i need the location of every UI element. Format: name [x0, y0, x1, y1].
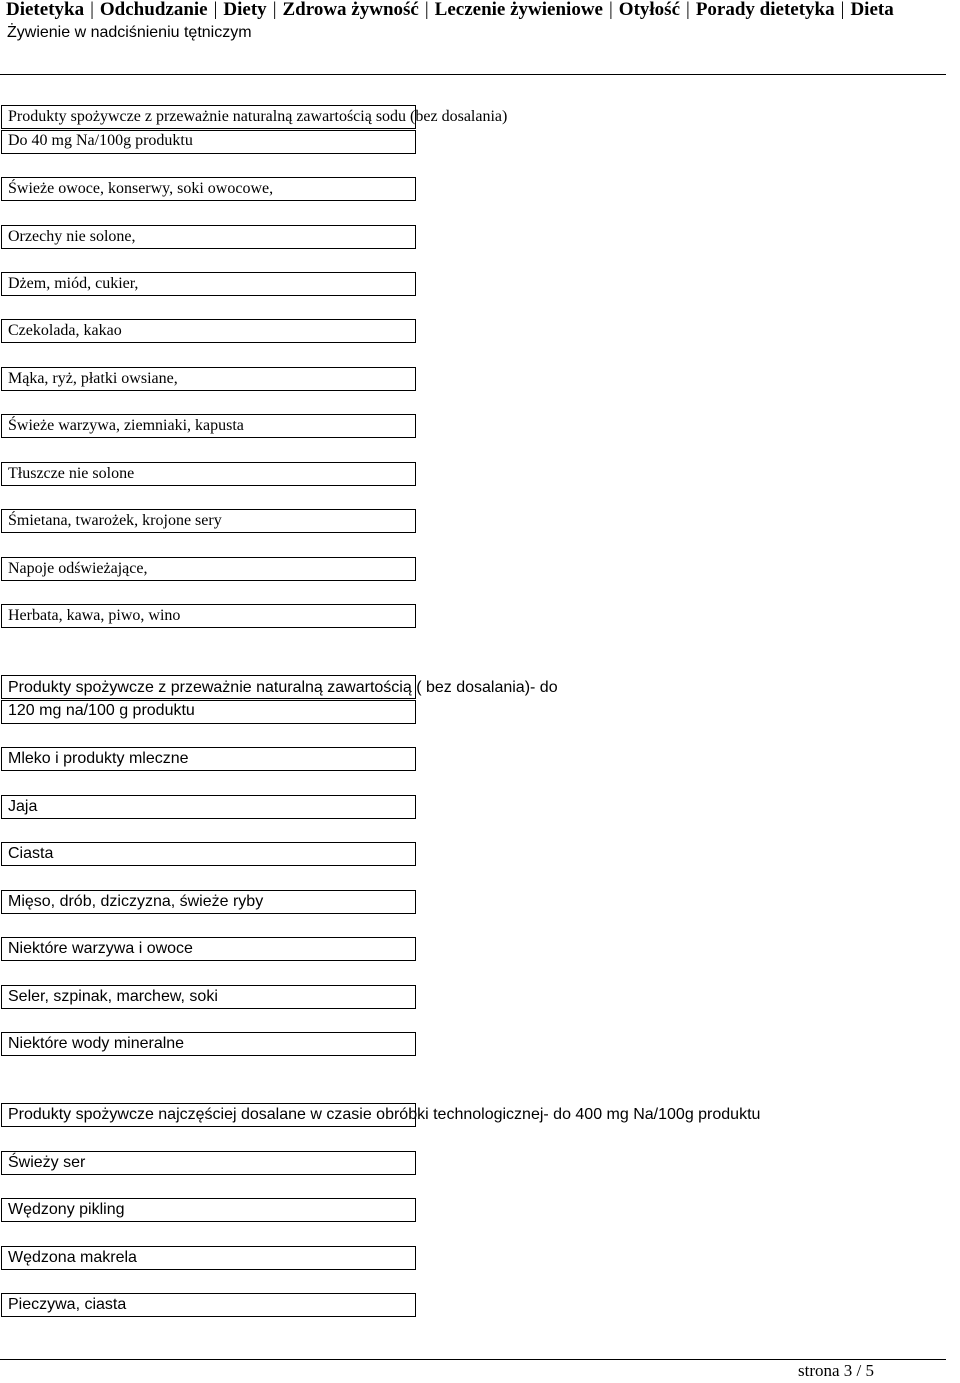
nav-item-porady-dietetyka[interactable]: Porady dietetyka — [695, 0, 835, 20]
list-item: Świeże warzywa, ziemniaki, kapusta — [8, 417, 244, 434]
list-item: Orzechy nie solone, — [8, 228, 136, 245]
section-heading: Produkty spożywcze z przeważnie naturalną zawartością sodu (bez dosalania) — [8, 108, 508, 125]
list-item: Wędzony pikling — [8, 1201, 125, 1218]
list-item: Niektóre wody mineralne — [8, 1035, 185, 1052]
list-item: Herbata, kawa, piwo, wino — [8, 607, 181, 624]
header-divider — [0, 74, 946, 75]
nav-separator: | — [686, 0, 690, 20]
table-cell — [1, 795, 416, 819]
list-item: Świeży ser — [8, 1154, 86, 1171]
nav-separator: | — [840, 0, 845, 20]
list-item: Napoje odświeżające, — [8, 560, 148, 577]
list-item: Tłuszcze nie solone — [8, 465, 135, 482]
list-item: Mąka, ryż, płatki owsiane, — [8, 370, 178, 387]
header-nav — [6, 0, 960, 23]
nav-separator: | — [90, 0, 94, 20]
list-item: Mięso, drób, dziczyzna, świeże ryby — [8, 893, 264, 910]
section-subheading: Do 40 mg Na/100g produktu — [8, 132, 193, 149]
nav-item-zdrowa-zywnosc[interactable]: Zdrowa żywność — [282, 0, 419, 20]
nav-separator: | — [608, 0, 613, 20]
page-number: strona 3 / 5 — [798, 1361, 875, 1380]
list-item: Jaja — [8, 798, 38, 815]
nav-separator: | — [213, 0, 218, 20]
list-item: Śmietana, twarożek, krojone sery — [8, 512, 222, 529]
nav-item-odchudzanie[interactable]: Odchudzanie — [99, 0, 208, 20]
nav-separator: | — [424, 0, 429, 20]
table-cell — [1, 842, 416, 866]
nav-separator: | — [272, 0, 277, 20]
list-item: Pieczywa, ciasta — [8, 1296, 127, 1313]
nav-item-leczenie-zywieniowe[interactable]: Leczenie żywieniowe — [434, 0, 603, 20]
section-heading: Produkty spożywcze z przeważnie naturalną zawartością ( bez dosalania)- do — [8, 679, 558, 696]
nav-item-diety[interactable]: Diety — [223, 0, 267, 20]
list-item: Seler, szpinak, marchew, soki — [8, 988, 218, 1005]
nav-item-dieta[interactable]: Dieta — [850, 0, 894, 20]
page-subtitle: Żywienie w nadciśnieniu tętniczym — [7, 24, 252, 41]
list-item: Niektóre warzywa i owoce — [8, 940, 193, 957]
nav-item-otylosc[interactable]: Otyłość — [618, 0, 681, 20]
list-item: Ciasta — [8, 845, 54, 862]
nav-item-dietetyka[interactable]: Dietetyka — [6, 0, 85, 20]
list-item: Czekolada, kakao — [8, 322, 122, 339]
list-item: Dżem, miód, cukier, — [8, 275, 139, 292]
list-item: Wędzona makrela — [8, 1249, 137, 1266]
list-item: Świeże owoce, konserwy, soki owocowe, — [8, 180, 274, 197]
list-item: Mleko i produkty mleczne — [8, 750, 189, 767]
section-heading: Produkty spożywcze najczęściej dosalane w czasie obróbki technologicznej- do 400 mg Na/100g produktu — [8, 1106, 761, 1123]
section-subheading: 120 mg na/100 g produktu — [8, 702, 195, 719]
